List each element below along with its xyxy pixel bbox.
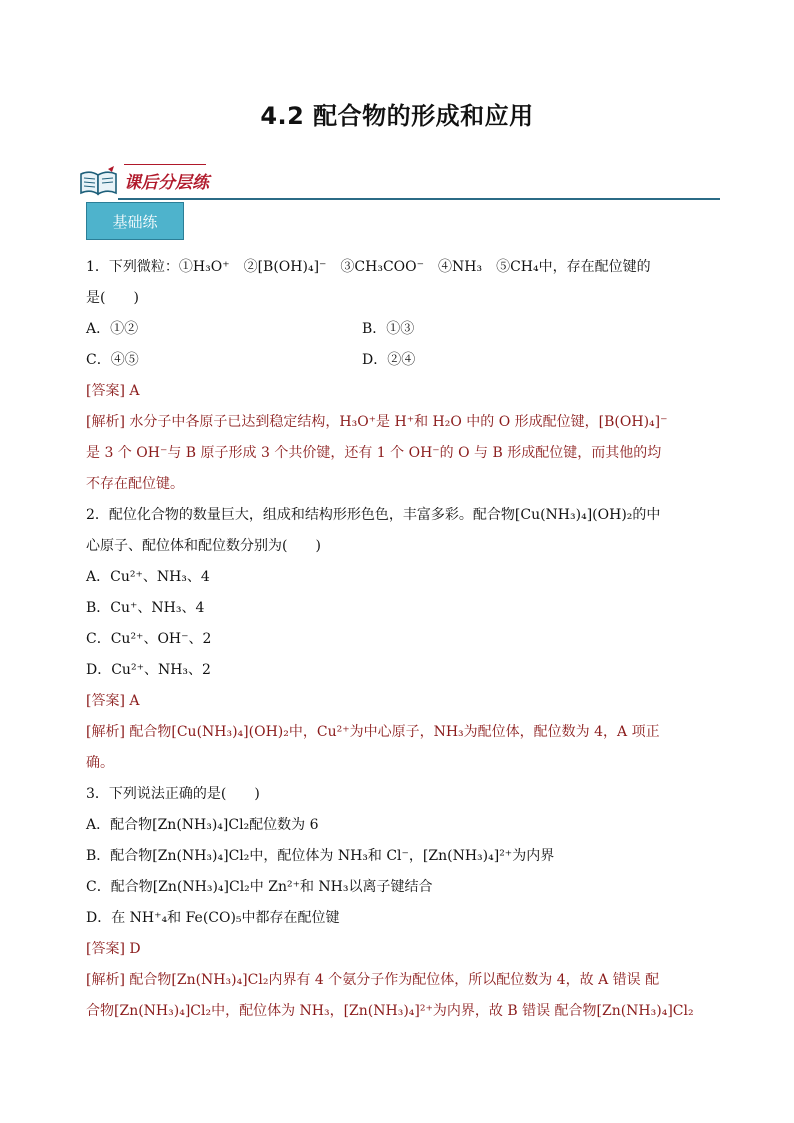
q2-option-a: A．Cu²⁺、NH₃、4 [86,569,210,585]
section-divider [118,198,720,200]
q1-option-c: C．④⑤ [86,352,139,368]
book-icon [78,166,120,198]
q2-analysis-line2: 确。 [86,755,114,771]
q1-stem-line1: 1．下列微粒：①H₃O⁺ ②[B(OH)₄]⁻ ③CH₃COO⁻ ④NH₃ ⑤CH₄中，存在配位键的 [86,259,651,275]
q3-option-b: B．配合物[Zn(NH₃)₄]Cl₂中，配位体为 NH₃和 Cl⁻，[Zn(NH₃)₄]²⁺为内界 [86,848,555,864]
question-list [86,252,722,1027]
q1-stem-line2: 是( ) [86,290,139,306]
q2-option-d: D．Cu²⁺、NH₃、2 [86,662,211,678]
section-header [78,160,720,202]
q3-option-d: D．在 NH⁺₄和 Fe(CO)₅中都存在配位键 [86,910,340,926]
q2-stem-line1: 2．配位化合物的数量巨大，组成和结构形形色色，丰富多彩。配合物[Cu(NH₃)₄](OH)₂的中 [86,507,661,523]
q1-analysis-line1: [解析] 水分子中各原子已达到稳定结构，H₃O⁺是 H⁺和 H₂O 中的 O 形成配位键，[B(OH)₄]⁻ [86,414,668,430]
q2-option-b: B．Cu⁺、NH₃、4 [86,600,205,616]
q1-options-row2 [86,345,722,376]
q3-answer: [答案] D [86,941,141,957]
q2-answer: [答案] A [86,693,140,709]
q3-option-a: A．配合物[Zn(NH₃)₄]Cl₂配位数为 6 [86,817,319,833]
tab-basic-practice: 基础练 [86,202,184,240]
q1-option-d: D．②④ [362,352,416,368]
q2-stem-line2: 心原子、配位体和配位数分别为( ) [86,538,321,554]
page-title: 4.2 配合物的形成和应用 [260,102,534,130]
q1-option-a: A．①② [86,321,139,337]
q1-option-b: B．①③ [362,321,415,337]
q1-analysis-line2: 是 3 个 OH⁻与 B 原子形成 3 个共价键，还有 1 个 OH⁻的 O 与 B 形成配位键，而其他的均 [86,445,662,461]
q1-answer: [答案] A [86,383,140,399]
q2-analysis-line1: [解析] 配合物[Cu(NH₃)₄](OH)₂中，Cu²⁺为中心原子，NH₃为配位体，配位数为 4，A 项正 [86,724,660,740]
q3-option-c: C．配合物[Zn(NH₃)₄]Cl₂中 Zn²⁺和 NH₃以离子键结合 [86,879,433,895]
section-label: 课后分层练 [124,173,209,193]
q3-stem: 3．下列说法正确的是( ) [86,786,260,802]
section-overline [124,164,206,165]
q2-option-c: C．Cu²⁺、OH⁻、2 [86,631,212,647]
q1-analysis-line3: 不存在配位键。 [86,476,184,492]
q1-options-row1 [86,314,722,345]
q3-analysis-line1: [解析] 配合物[Zn(NH₃)₄]Cl₂内界有 4 个氨分子作为配位体，所以配位数为 4，故 A 错误 配 [86,972,660,988]
q3-analysis-line2: 合物[Zn(NH₃)₄]Cl₂中，配位体为 NH₃，[Zn(NH₃)₄]²⁺为内界，故 B 错误 配合物[Zn(NH₃)₄]Cl₂ [86,1003,694,1019]
